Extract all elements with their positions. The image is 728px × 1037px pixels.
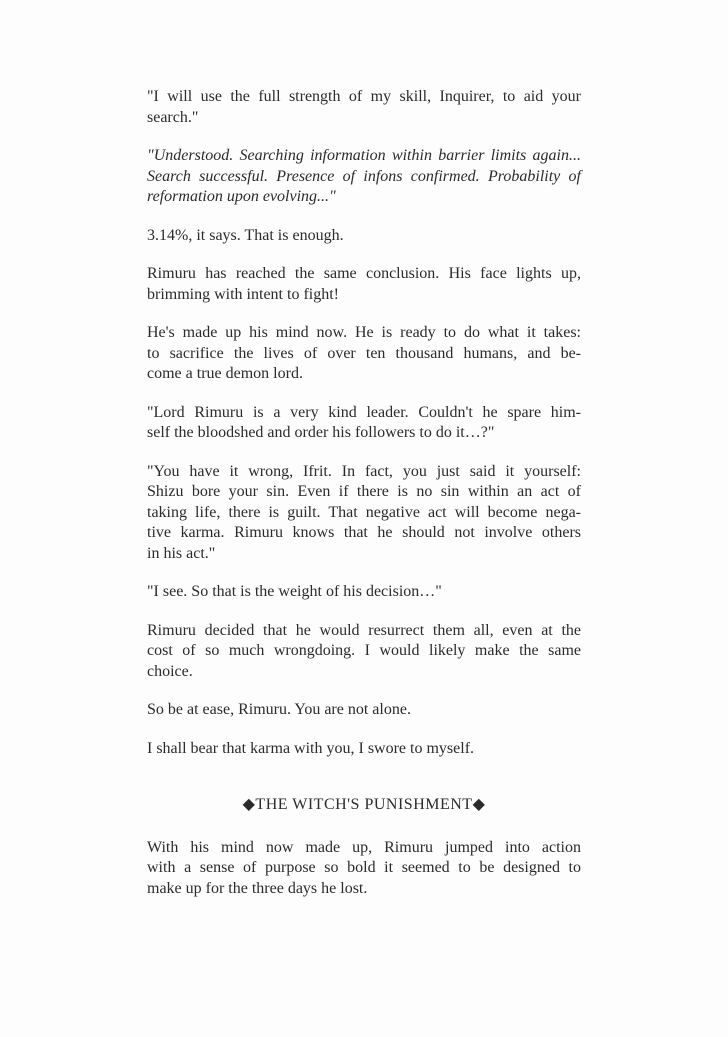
text-line: with a sense of purpose so bold it seemed to be designed to <box>147 859 581 876</box>
text-line: tive karma. Rimuru knows that he should not involve others <box>147 524 581 541</box>
text-line: "Understood. Searching information within barrier limits again... <box>147 147 581 164</box>
text-line: to sacrifice the lives of over ten thousand humans, and be- <box>147 344 581 362</box>
narration-paragraph <box>147 700 581 721</box>
page-text-column <box>147 87 581 917</box>
text-line: With his mind now made up, Rimuru jumped into action <box>147 838 581 856</box>
narration-paragraph <box>147 739 581 760</box>
text-line: self the bloodshed and order his followers to do it…?" <box>147 424 495 441</box>
dialogue-paragraph <box>147 462 581 565</box>
text-line: in his act." <box>147 544 216 562</box>
narration-paragraph <box>147 838 581 900</box>
text-line: taking life, there is guilt. That negative act will become nega- <box>147 503 581 521</box>
text-line: Shizu bore your sin. Even if there is no sin within an act of <box>147 483 581 500</box>
text-line: "I will use the full strength of my skill, Inquirer, to aid your <box>147 88 581 105</box>
dialogue-paragraph <box>147 582 581 603</box>
text-line: Search successful. Presence of infons confirmed. Probability of <box>147 167 581 185</box>
text-line: 3.14%, it says. That is enough. <box>147 226 344 244</box>
text-line: brimming with intent to fight! <box>147 285 339 303</box>
section-heading-text: ◆THE WITCH'S PUNISHMENT◆ <box>242 796 486 813</box>
dialogue-paragraph <box>147 87 581 128</box>
text-line: "You have it wrong, Ifrit. In fact, you just said it yourself: <box>147 462 581 480</box>
text-line: cost of so much wrongdoing. I would likely make the same <box>147 642 581 659</box>
text-line: So be at ease, Rimuru. You are not alone. <box>147 701 411 718</box>
text-line: I shall bear that karma with you, I swore to myself. <box>147 739 475 757</box>
text-line: search." <box>147 108 199 126</box>
section-heading <box>147 795 581 816</box>
text-line: choice. <box>147 662 193 680</box>
text-line: "I see. So that is the weight of his decision…" <box>147 583 442 600</box>
narration-paragraph <box>147 323 581 385</box>
text-line: make up for the three days he lost. <box>147 879 368 897</box>
narration-paragraph <box>147 226 581 247</box>
text-line: Rimuru has reached the same conclusion. His face lights up, <box>147 265 581 282</box>
dialogue-paragraph <box>147 403 581 444</box>
text-line: come a true demon lord. <box>147 365 303 382</box>
text-line: Rimuru decided that he would resurrect them all, even at the <box>147 621 581 639</box>
text-line: He's made up his mind now. He is ready to do what it takes: <box>147 324 581 341</box>
text-line: "Lord Rimuru is a very kind leader. Couldn't he spare him- <box>147 403 581 421</box>
narration-paragraph <box>147 264 581 305</box>
system-voice-paragraph <box>147 146 581 208</box>
narration-paragraph <box>147 621 581 683</box>
text-line: reformation upon evolving..." <box>147 188 336 205</box>
